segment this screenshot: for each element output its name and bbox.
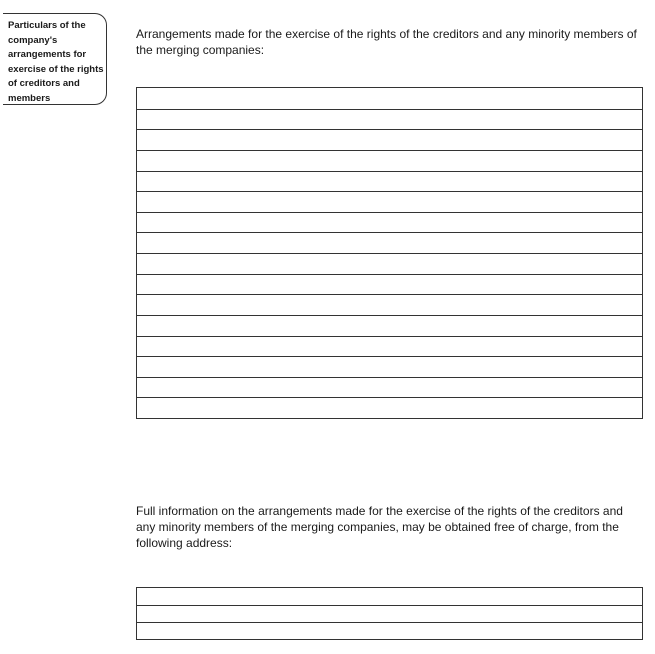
ruled-line (137, 356, 642, 357)
side-label-line: of creditors and (8, 78, 80, 89)
ruled-line (137, 605, 642, 606)
ruled-line (137, 129, 642, 130)
side-label-line: Particulars of the (8, 20, 86, 31)
ruled-line (137, 336, 642, 337)
ruled-line (137, 150, 642, 151)
ruled-line (137, 109, 642, 110)
ruled-line (137, 622, 642, 623)
ruled-line (137, 171, 642, 172)
side-label-box (3, 13, 107, 105)
ruled-line (137, 191, 642, 192)
ruled-line (137, 253, 642, 254)
side-label-line: company's (8, 34, 58, 46)
side-label-line: members (8, 92, 51, 104)
ruled-line (137, 397, 642, 398)
ruled-line (137, 212, 642, 213)
address-lines-table[interactable] (136, 587, 643, 640)
side-label-line: arrangements for (8, 49, 87, 60)
side-label-line: exercise of the rights (8, 63, 104, 75)
ruled-line (137, 377, 642, 378)
ruled-line (137, 274, 642, 275)
arrangements-instruction: Arrangements made for the exercise of the rights of the creditors and any minority members of the merging companies: (136, 27, 637, 57)
ruled-line (137, 315, 642, 316)
ruled-line (137, 232, 642, 233)
address-instruction: Full information on the arrangements made for the exercise of the rights of the creditors and any minority members of the merging companies, may be obtained free of charge, from the following address: (136, 504, 623, 550)
ruled-line (137, 294, 642, 295)
arrangements-lines-table[interactable] (136, 87, 643, 419)
